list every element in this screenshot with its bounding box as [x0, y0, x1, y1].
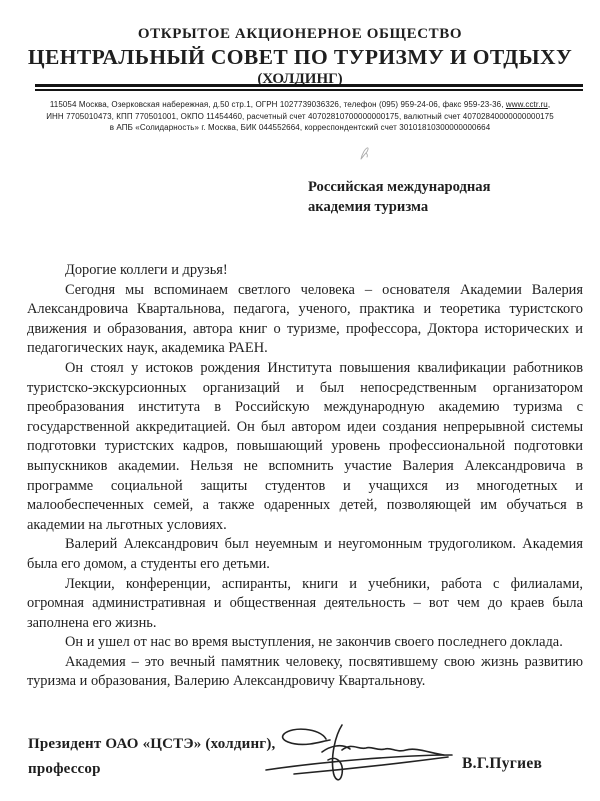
handwritten-mark-icon [358, 146, 372, 162]
paragraph-2: Он стоял у истоков рождения Института повышения квалификации работников туристско-экскурсионных организаций и был непосредственным организатором преобразования института в Российскую международную академию туризма с государственной аккредитацией. Он был автором идеи создания непрерывной системы подготовки туристских кадров, повышающий уровень профессиональной подготовки выпускников академии. Нельзя не вспомнить участие Валерия Александровича в программе социальной защиты студентов и учащихся из многодетных и малообеспеченных семей, а также одаренных детей, позволяющей им обучаться в академии на льготных условиях. [27, 359, 583, 533]
signer-title-line2: профессор [28, 761, 101, 777]
signer-titles [28, 732, 275, 782]
contact-line3-text: в АПБ «Солидарность» г. Москва, БИК 044552664, корреспондентский счет 30101810300000000664 [109, 123, 491, 132]
website-link: www.cctr.ru [505, 100, 548, 109]
addressee-block [308, 177, 491, 217]
contact-line1-text: 115054 Москва, Озерковская набережная, д.50 стр.1, ОГРН 1027739036326, телефон (095) 959-24-06, факс 959-23-36, [49, 100, 506, 109]
contact-line2-text: ИНН 7705010473, КПП 770501001, ОКПО 11454460, расчетный счет 40702810700000000175, валютный счет 40702840000000000175 [46, 111, 554, 121]
letterhead-divider [35, 84, 583, 91]
addressee-line1: Российская международная [308, 179, 491, 195]
signer-name: В.Г.Пугиев [462, 755, 543, 772]
signature-autograph [260, 722, 462, 794]
addressee-line2: академия туризма [308, 199, 429, 215]
paragraph-1: Сегодня мы вспоминаем светлого человека – основателя Академии Валерия Александровича Квартальнова, педагога, ученого, практика и теоретика туристского движения и образования, автора книг о туризме, профессора, Доктора исторических и педагогических наук, академика РАЕН. [27, 281, 583, 357]
paragraph-4: Лекции, конференции, аспиранты, книги и учебники, работа с филиалами, огромная административная и общественная деятельность – вот чем до краев была заполнена его жизнь. [27, 575, 583, 631]
contact-line1-tail: , [547, 100, 551, 109]
paragraph-5: Он и ушел от нас во время выступления, не закончив своего последнего доклада. [65, 634, 563, 651]
salutation: Дорогие коллеги и друзья! [65, 262, 228, 278]
org-form-line: (ХОЛДИНГ) [257, 71, 343, 87]
org-type-line: ОТКРЫТОЕ АКЦИОНЕРНОЕ ОБЩЕСТВО [137, 26, 463, 42]
org-name-line: ЦЕНТРАЛЬНЫЙ СОВЕТ ПО ТУРИЗМУ И ОТДЫХУ [27, 45, 573, 69]
contact-details [18, 99, 582, 134]
paragraph-3: Валерий Александрович был неуемным и неугомонным трудоголиком. Академия была его домом, а студенты его детьми. [27, 536, 583, 572]
signer-title-line1: Президент ОАО «ЦСТЭ» (холдинг), [28, 736, 276, 752]
letter-body [27, 261, 583, 692]
letterhead [0, 26, 600, 88]
paragraph-6: Академия – это вечный памятник человеку, посвятившему свою жизнь развитию туризма и образования, Валерию Александровичу Квартальнову. [27, 653, 583, 690]
